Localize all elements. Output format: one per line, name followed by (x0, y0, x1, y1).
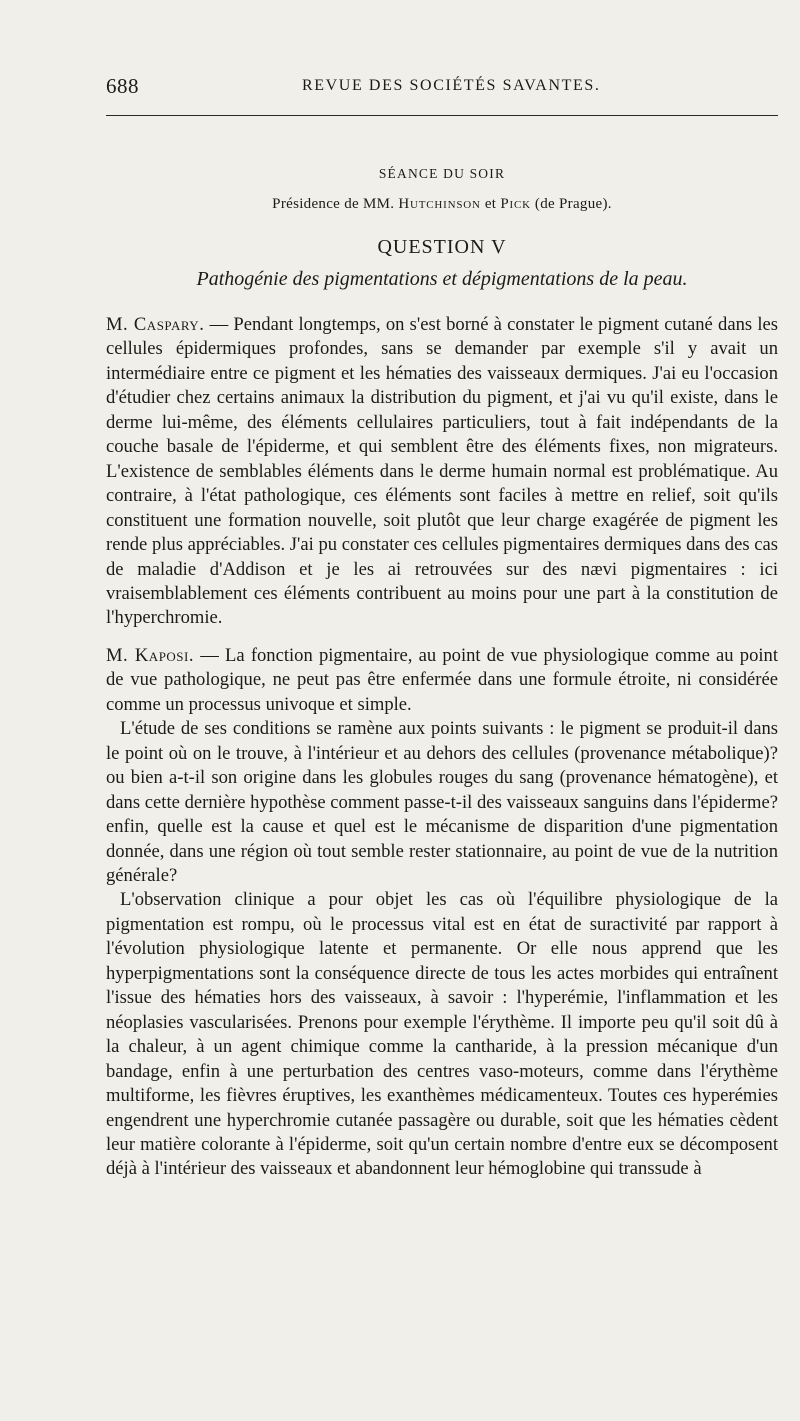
presidence-line (106, 196, 778, 213)
paragraph (106, 644, 778, 717)
question-subtitle: Pathogénie des pigmentations et dépigmentations de la peau. (196, 268, 688, 290)
paragraph-text: L'étude de ses conditions se ramène aux points suivants : le pigment se produit-il dans le point où on le trouve, à l'intérieur et au dehors des cellules (provenance métabolique)? ou bien a-t-il son origine dans les globules rouges du sang (provenance hématogène), et dans cette dernière hypothèse comment passe-t-il des vaisseaux sanguins dans l'épiderme? enfin, quelle est la cause et quel est le mécanisme de disparition d'une pigmentation donnée, dans une région où tout semble rester stationnaire, au point de vue de la nutrition générale? (106, 718, 778, 886)
paragraph (106, 313, 778, 631)
presidence-prefix: Présidence de MM. (272, 196, 395, 212)
running-title: REVUE DES SOCIÉTÉS SAVANTES. (302, 77, 601, 94)
speaker-name: M. Caspary. (106, 314, 205, 335)
presidence-middle: et (484, 196, 497, 212)
paragraph-text: — Pendant longtemps, on s'est borné à constater le pigment cutané dans les cellules épidermiques profondes, sans se demander par exemple s'il y avait un intermédiaire entre ce pigment et les hématies des vaisseaux dermiques. J'ai eu l'occasion d'étudier chez certains animaux la distribution du pigment, et j'ai vu qu'il existe, dans le derme lui-même, des éléments cellulaires particuliers, tout à fait indépendants de la couche basale de l'épiderme, et qui semblent être des éléments fixes, non migrateurs. L'existence de semblables éléments dans le derme humain normal est problématique. Au contraire, à l'état pathologique, ces éléments sont faciles à mettre en relief, soit qu'ils constituent une formation nouvelle, soit plutôt que leur charge exagérée de pigment les rende plus appréciables. J'ai pu constater ces cellules pigmentaires dermiques dans des cas de maladie d'Addison et je les ai retrouvées sur des nævi pigmentaires : ici vraisemblablement ces éléments contribuent au moins pour une part à la constitution de l'hyperchromie. (106, 314, 778, 629)
body-text (106, 313, 778, 1182)
page-number: 688 (106, 74, 139, 98)
speaker-name: M. Kaposi. (106, 644, 195, 666)
running-header (106, 74, 770, 100)
paragraph (106, 717, 778, 888)
presidence-suffix: (de Prague). (534, 196, 612, 212)
president-name: Hutchinson (398, 196, 481, 212)
president-name: Pick (500, 196, 531, 212)
question-number: QUESTION V (377, 236, 507, 258)
paragraph-text: — La fonction pigmentaire, au point de vue physiologique comme au point de vue pathologique, ne peut pas être enfermée dans une formule étroite, ni considérée comme un processus univoque et simple. (106, 644, 778, 715)
paragraph (106, 888, 778, 1181)
paragraph-text: L'observation clinique a pour objet les cas où l'équilibre physiologique de la pigmentation est rompu, où le processus vital est en état de suractivité par rapport à l'évolution physiologique latente et permanente. Or elle nous apprend que les hyperpigmentations sont la conséquence directe de tous les actes morbides qui entraînent l'issue des hématies hors des vaisseaux, à savoir : l'hyperémie, l'inflammation et les néoplasies vascularisées. Prenons pour exemple l'érythème. Il importe peu qu'il soit dû à la chaleur, à un agent chimique comme la cantharide, à la pression mécanique d'un bandage, enfin à une perturbation des centres vaso-moteurs, comme dans l'érythème multiforme, les fièvres éruptives, les exanthèmes médicamenteux. Toutes ces hyperémies engendrent une hyperchromie cutanée passagère ou durable, soit que les hématies cèdent leur matière colorante à l'épiderme, soit qu'un certain nombre d'entre eux se décomposent déjà à l'intérieur des vaisseaux et abandonnent leur hémoglobine qui transsude à (106, 889, 778, 1180)
session-title: SÉANCE DU SOIR (378, 166, 506, 181)
header-rule (106, 115, 778, 116)
